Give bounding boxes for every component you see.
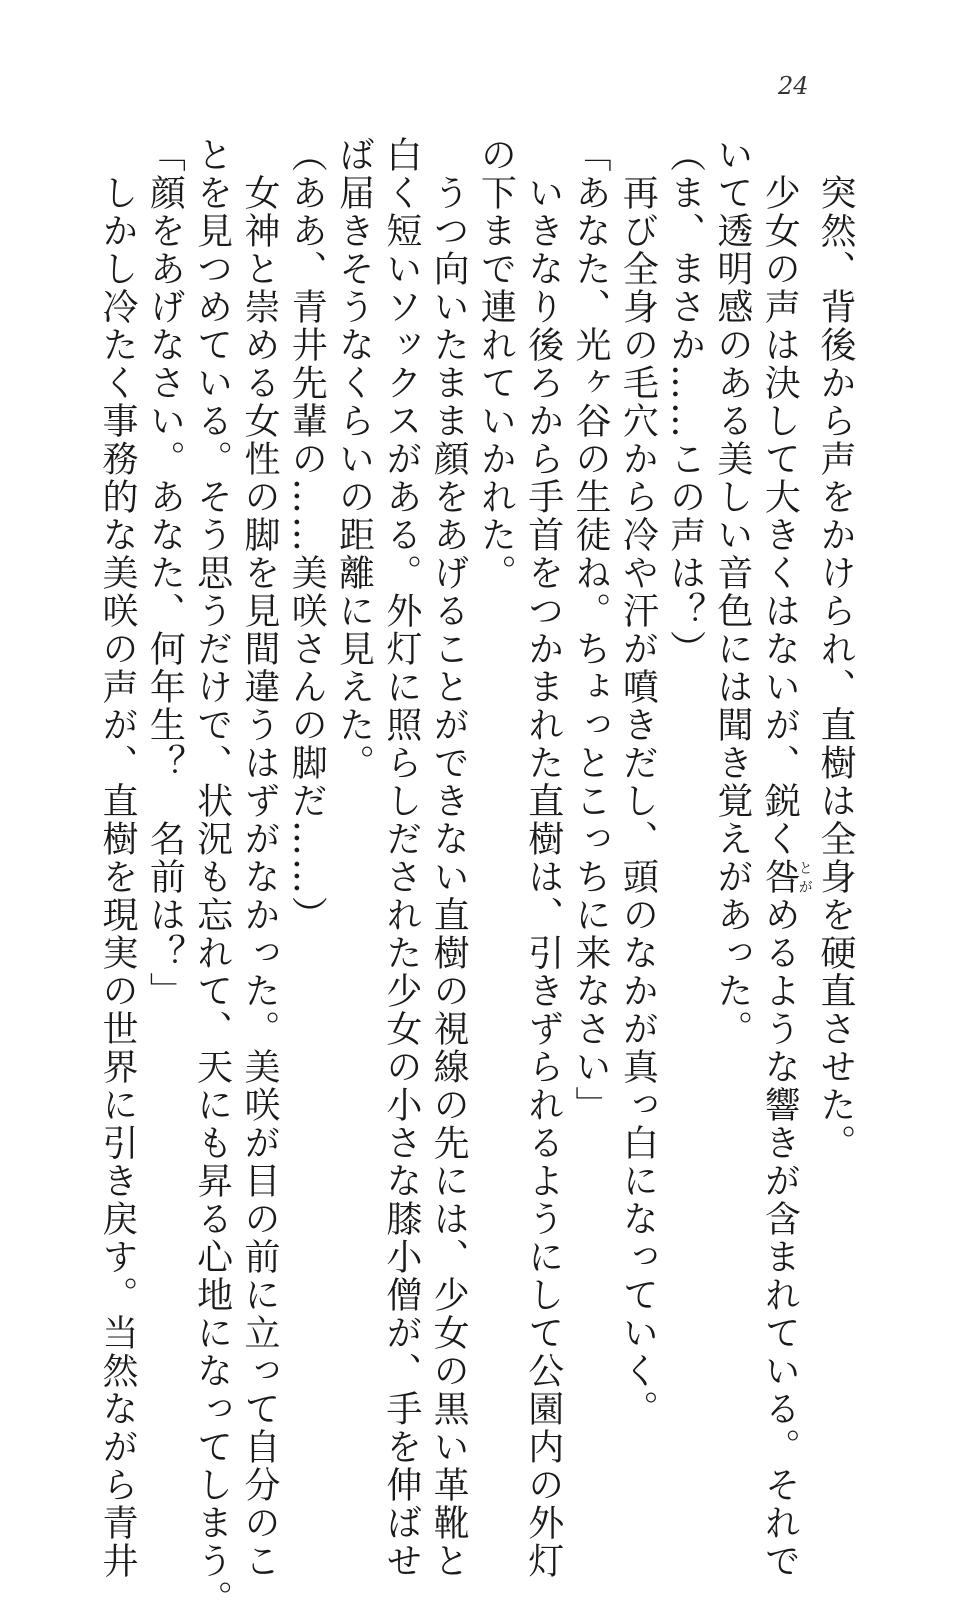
ruby-base: 咎: [759, 858, 801, 896]
page-number: 24: [778, 72, 809, 100]
text-line: しかし冷たく事務的な美咲の声が、直樹を現実の世界に引き戻す。当然ながら青井: [97, 136, 139, 1580]
text-segment: 少女の声は決して大きくはないが、鋭く: [759, 136, 801, 858]
text-line: いて透明感のある美しい音色には聞き覚えがあった。: [711, 136, 753, 1048]
text-line: いきなり後ろから手首をつかまれた直樹は、引きずられるようにして公園内の外灯: [522, 136, 564, 1580]
text-line: 女神と崇める女性の脚を見間違うはずがなかった。美咲が目の前に立って自分のこ: [238, 136, 280, 1580]
text-line: とを見つめている。そう思うだけで、状況も忘れて、天にも昇る心地になってしまう。: [191, 136, 233, 1618]
text-line: の下まで連れていかれた。: [475, 136, 517, 592]
text-line: （ま、まさか……この声は？）: [664, 136, 706, 668]
ruby-word: [759, 858, 813, 896]
ruby-reading: とが: [796, 858, 813, 896]
body-text: [94, 136, 859, 1618]
text-line: ば届きそうなくらいの距離に見えた。: [333, 136, 375, 782]
text-segment: めるような響きが含まれている。それで: [759, 896, 801, 1580]
text-line: 「あなた、光ヶ谷の生徒ね。ちょっとこっちに来なさい」: [570, 136, 612, 1124]
text-line: [756, 136, 813, 1580]
text-line: 再び全身の毛穴から冷や汗が噴きだし、頭のなかが真っ白になっていく。: [617, 136, 659, 1428]
text-line: 「顔をあげなさい。あなた、何年生？ 名前は？」: [144, 136, 186, 1010]
text-line: 突然、背後から声をかけられ、直樹は全身を硬直させた。: [815, 136, 856, 1162]
text-line: （ああ、青井先輩の……美咲さんの脚だ……）: [286, 136, 328, 934]
text-line: うつ向いたまま顔をあげることができない直樹の視線の先には、少女の黒い革靴と: [428, 136, 470, 1580]
text-line: 白く短いソックスがある。外灯に照らしだされた少女の小さな膝小僧が、手を伸ばせ: [380, 136, 422, 1580]
